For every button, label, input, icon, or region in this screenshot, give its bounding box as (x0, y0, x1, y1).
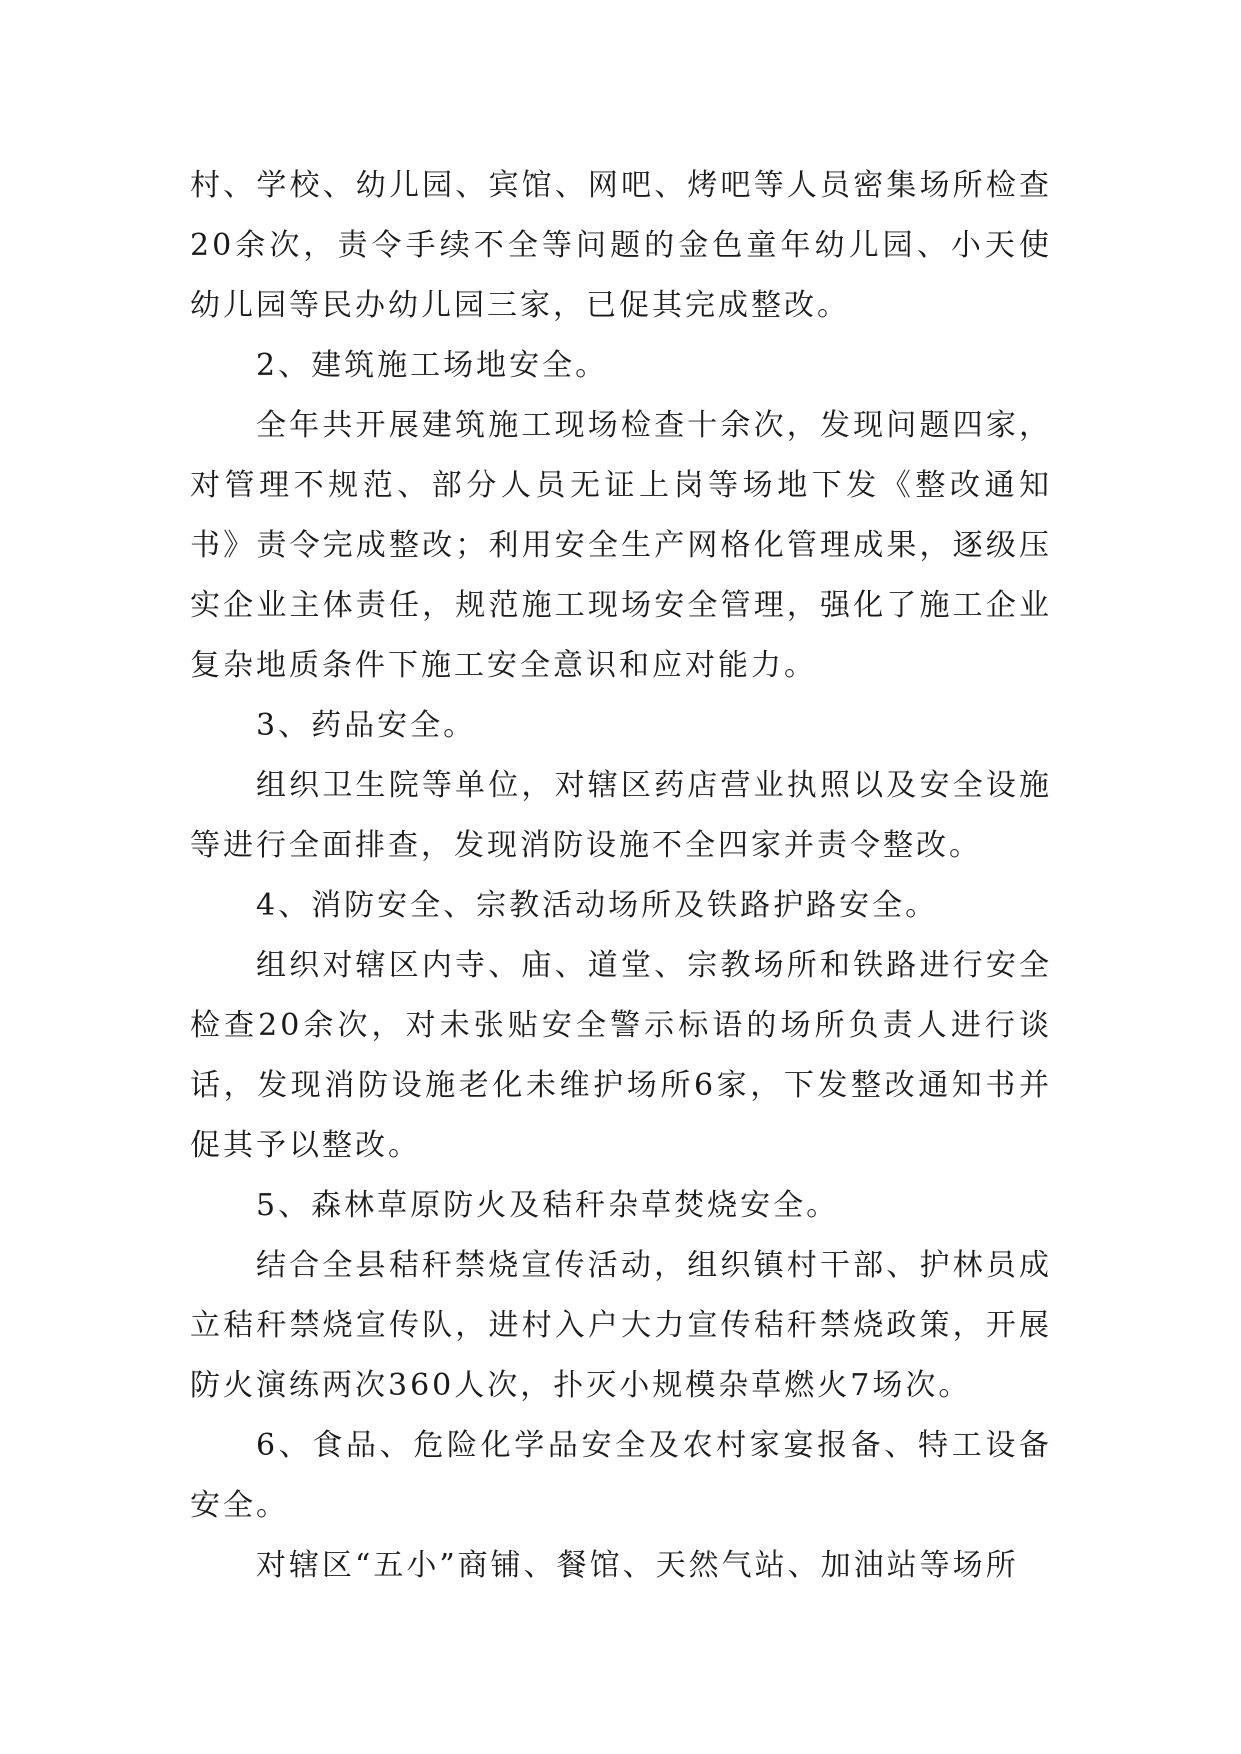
section-heading: 4、消防安全、宗教活动场所及铁路护路安全。 (256, 888, 939, 923)
document-body (190, 156, 1052, 1596)
paragraph: 组织对辖区内寺、庙、道堂、宗教场所和铁路进行安全检查20余次，对未张贴安全警示标语的场所负责人进行谈话，发现消防设施老化未维护场所6家，下发整改通知书并促其予以整改。 (190, 948, 1052, 1163)
paragraph: 结合全县秸秆禁烧宣传活动，组织镇村干部、护林员成立秸秆禁烧宣传队，进村入户大力宣传秸秆禁烧政策，开展防火演练两次360人次，扑灭小规模杂草燃火7场次。 (190, 1248, 1052, 1403)
section-heading: 6、食品、危险化学品安全及农村家宴报备、特工设备安全。 (190, 1428, 1052, 1523)
section-heading: 2、建筑施工场地安全。 (256, 348, 609, 383)
paragraph: 组织卫生院等单位，对辖区药店营业执照以及安全设施等进行全面排查，发现消防设施不全四家并责令整改。 (190, 768, 1052, 863)
paragraph: 村、学校、幼儿园、宾馆、网吧、烤吧等人员密集场所检查20余次，责令手续不全等问题的金色童年幼儿园、小天使幼儿园等民办幼儿园三家，已促其完成整改。 (190, 168, 1052, 323)
section-heading: 3、药品安全。 (256, 708, 477, 743)
paragraph: 全年共开展建筑施工现场检查十余次，发现问题四家，对管理不规范、部分人员无证上岗等场地下发《整改通知书》责令完成整改；利用安全生产网格化管理成果，逐级压实企业主体责任，规范施工现场安全管理，强化了施工企业复杂地质条件下施工安全意识和应对能力。 (190, 408, 1052, 683)
paragraph: 对辖区“五小”商铺、餐馆、天然气站、加油站等场所 (256, 1548, 1019, 1583)
section-heading: 5、森林草原防火及秸秆杂草焚烧安全。 (256, 1188, 840, 1223)
